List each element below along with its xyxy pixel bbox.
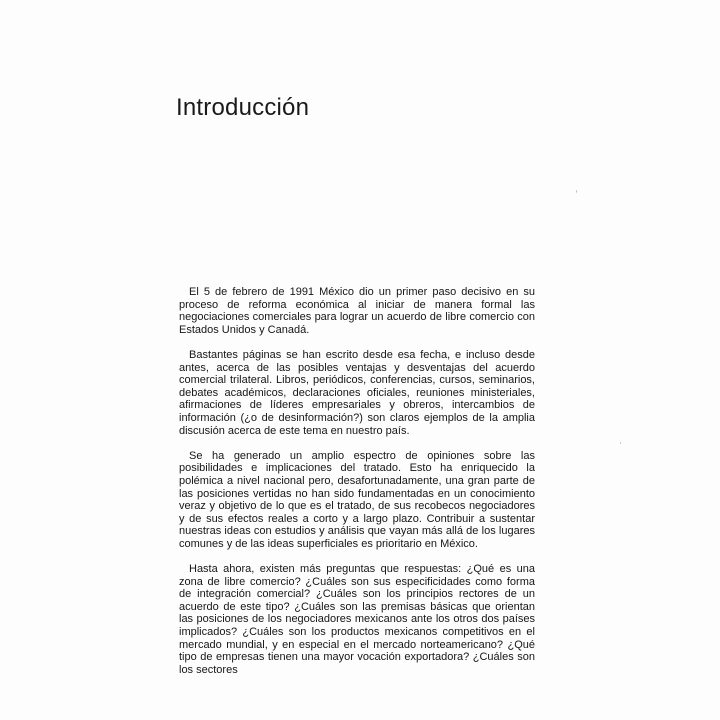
scan-speck — [576, 190, 577, 193]
paragraph-3: Se ha generado un amplio espectro de opiniones sobre las posibilidades e implicaciones del tratado. Esto ha enriquecido la polémica a nivel nacional pero, desafortunadamente, una gran parte de las posiciones vertidas no han sido fundamentadas en un conocimiento veraz y objetivo de lo que es el tratado, de sus recobecos negociadores y de sus efectos reales a corto y a largo plazo. Contribuir a sustentar nuestras ideas con estudios y análisis que vayan más allá de los lugares comunes y de las ideas superficiales es prioritario en México. — [179, 449, 535, 550]
paragraph-2: Bastantes páginas se han escrito desde esa fecha, e incluso desde antes, acerca de las posibles ventajas y desventajas del acuerdo comercial trilateral. Libros, periódicos, conferencias, cursos, seminarios, debates académicos, declaraciones oficiales, reuniones ministeriales, afirmaciones de líderes empresariales y obreros, intercambios de información (¿o de desinformación?) son claros ejemplos de la amplia discusión acerca de este tema en nuestro país. — [179, 348, 535, 437]
scan-speck — [620, 442, 621, 444]
body-text — [179, 286, 535, 689]
paragraph-1: El 5 de febrero de 1991 México dio un primer paso decisivo en su proceso de reforma económica al iniciar de manera formal las negociaciones comerciales para lograr un acuerdo de libre comercio con Estados Unidos y Canadá. — [179, 286, 535, 336]
paragraph-4: Hasta ahora, existen más preguntas que respuestas: ¿Qué es una zona de libre comercio? ¿Cuáles son sus especificidades como forma de integración comercial? ¿Cuáles son los principios rectores de un acuerdo de este tipo? ¿Cuáles son las premisas básicas que orientan las posiciones de los negociadores mexicanos ante los otros dos países implicados? ¿Cuáles son los productos mexicanos competitivos en el mercado mundial, y en especial en el mercado norteamericano? ¿Qué tipo de empresas tienen una mayor vocación exportadora? ¿Cuáles son los sectores — [179, 563, 535, 676]
chapter-title: Introducción — [176, 94, 310, 121]
